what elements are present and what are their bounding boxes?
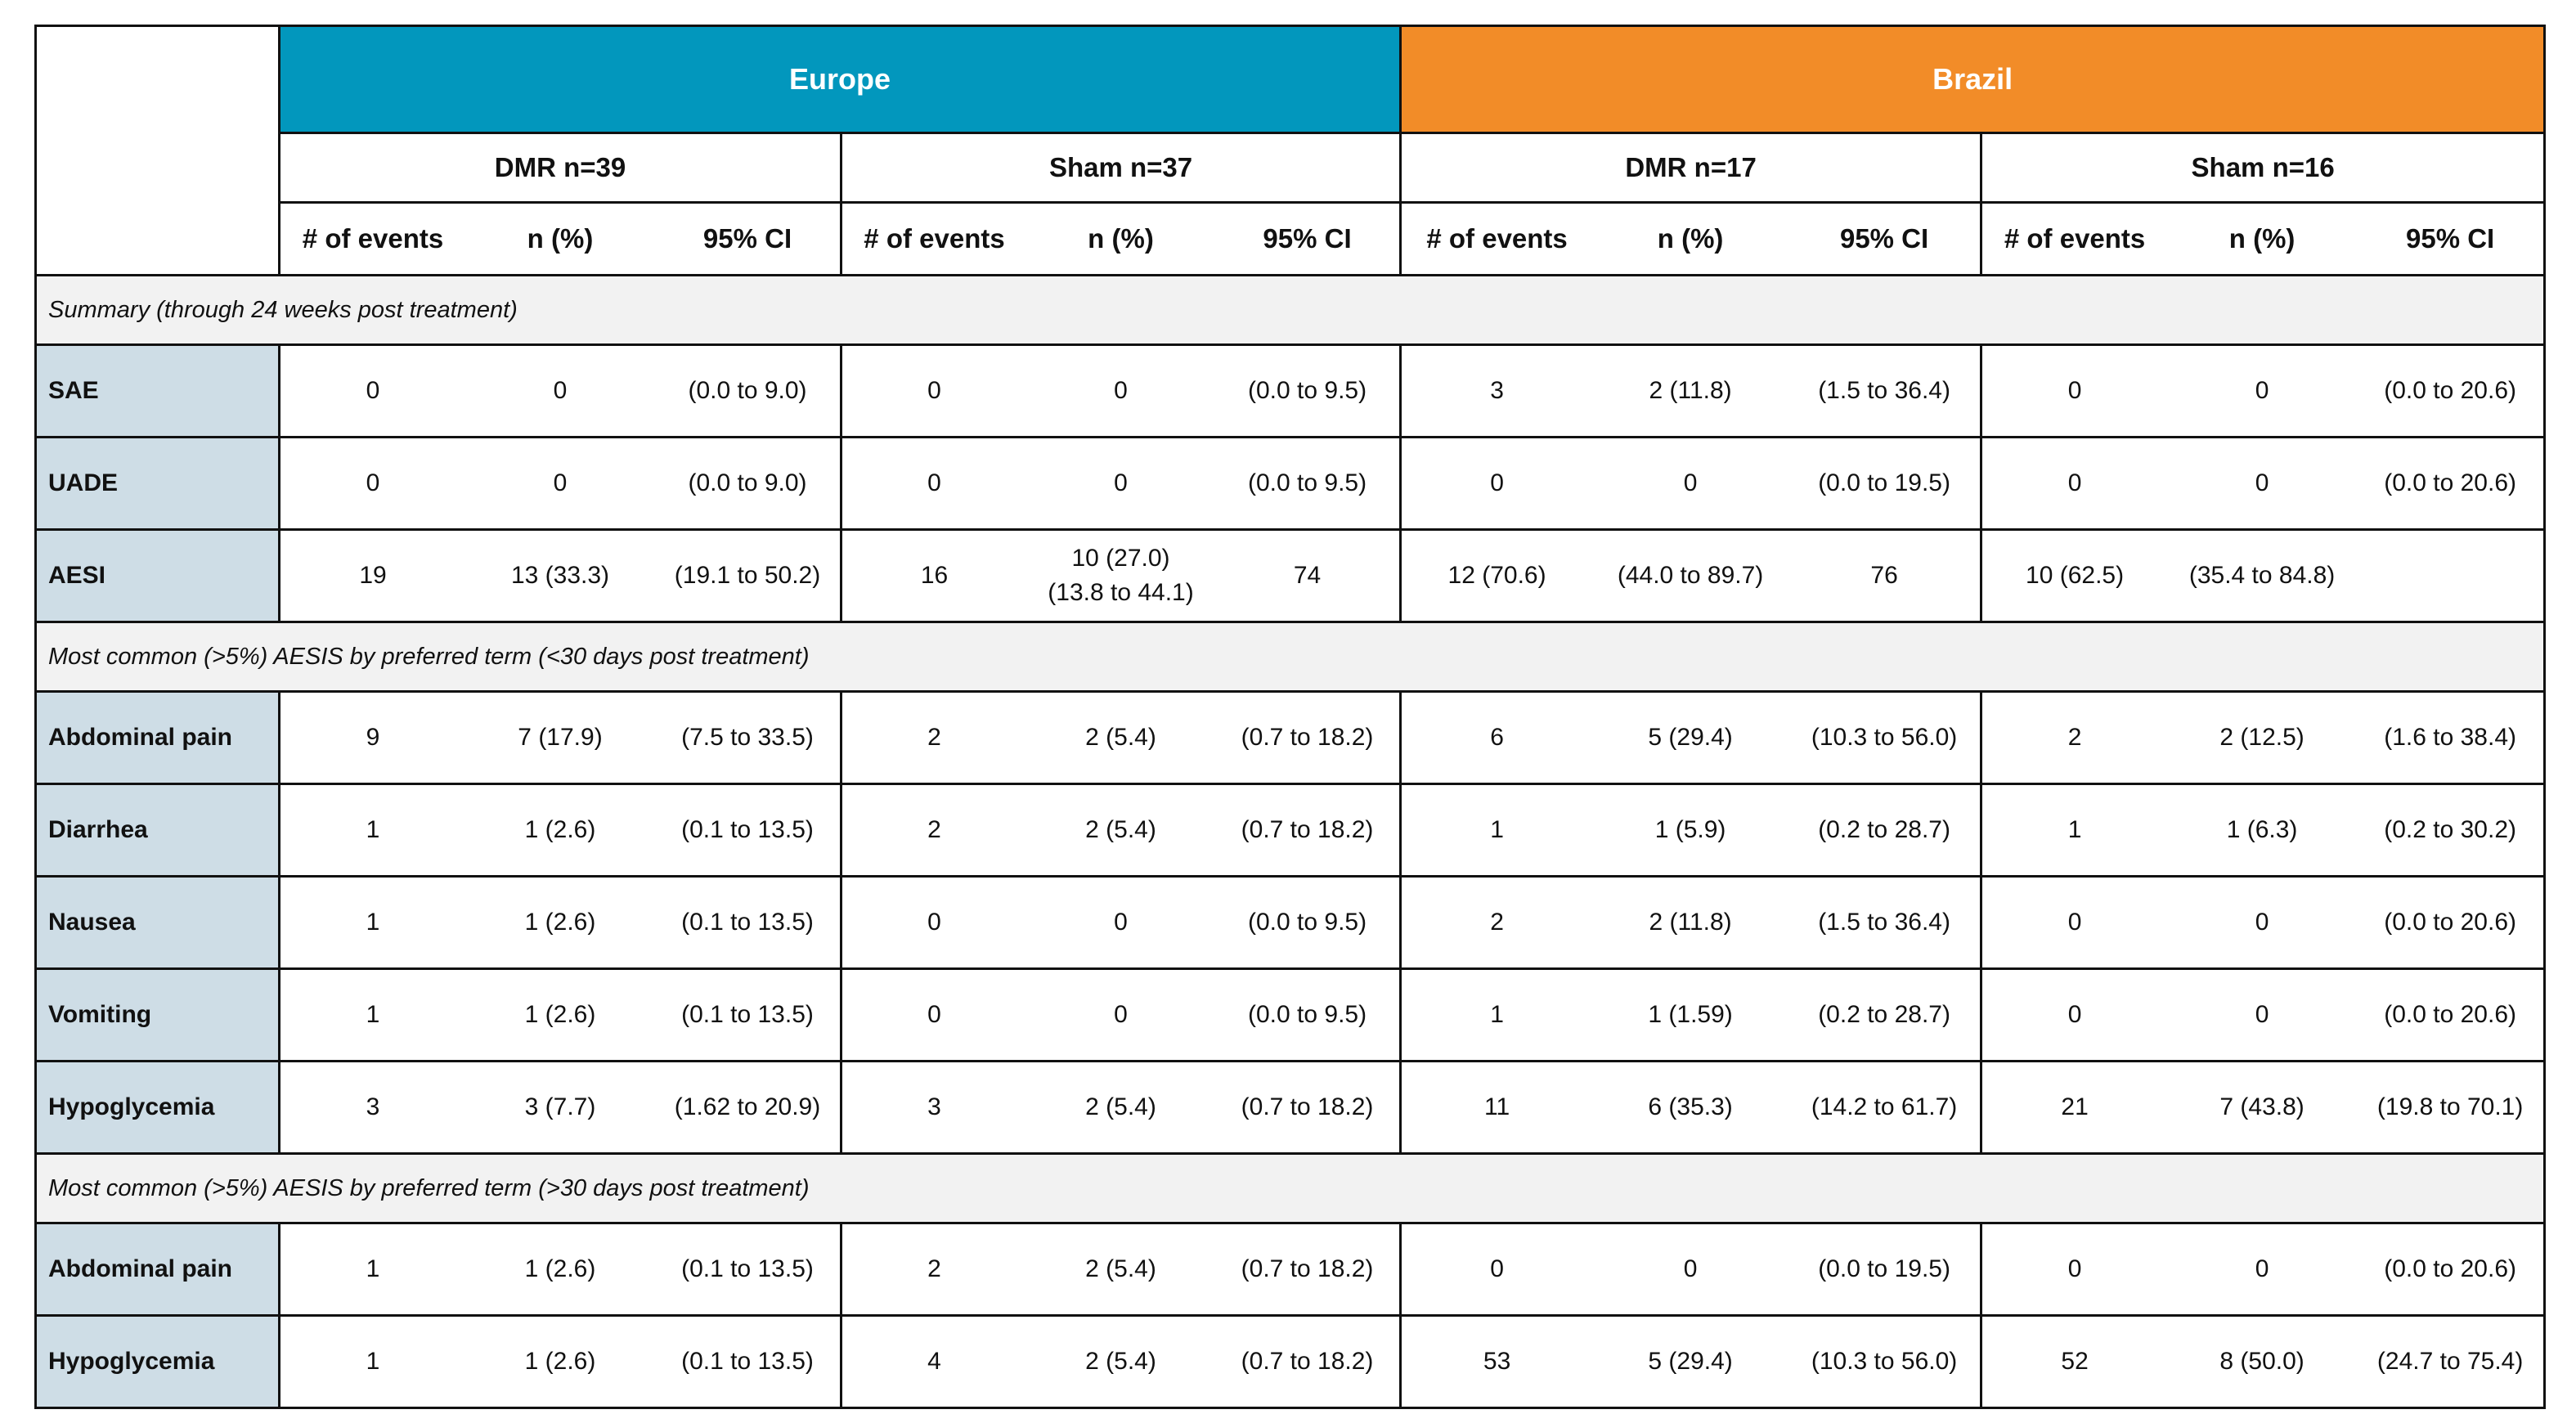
table-cell: (0.7 to 18.2) [1214, 1223, 1401, 1316]
table-row [36, 438, 2545, 530]
table-cell: 1 (6.3) [2169, 784, 2356, 877]
table-cell: (0.2 to 28.7) [1788, 784, 1981, 877]
table-cell: 2 (12.5) [2169, 692, 2356, 784]
table-cell: (0.0 to 20.6) [2356, 1223, 2545, 1316]
table-row [36, 969, 2545, 1062]
table-cell: 1 [280, 877, 467, 969]
section-row [36, 622, 2545, 692]
table-cell: (0.1 to 13.5) [654, 969, 841, 1062]
table-cell: 0 [2169, 345, 2356, 438]
table-cell: 5 (29.4) [1594, 1316, 1788, 1408]
section-title: Summary (through 24 weeks post treatment) [36, 276, 2545, 345]
table-cell: 1 [280, 1316, 467, 1408]
table-row [36, 1316, 2545, 1408]
table-cell: (14.2 to 61.7) [1788, 1062, 1981, 1154]
table-cell: 6 [1401, 692, 1594, 784]
table-cell: (0.0 to 9.5) [1214, 438, 1401, 530]
column-header: # of events [1401, 203, 1594, 276]
column-header: # of events [1981, 203, 2169, 276]
table-cell: 6 (35.3) [1594, 1062, 1788, 1154]
row-label: Vomiting [36, 969, 280, 1062]
column-header: 95% CI [1214, 203, 1401, 276]
table-cell: (0.0 to 9.5) [1214, 969, 1401, 1062]
section-row [36, 276, 2545, 345]
table-cell: 0 [2169, 969, 2356, 1062]
column-header: 95% CI [1788, 203, 1981, 276]
row-label: SAE [36, 345, 280, 438]
table-cell: 3 [280, 1062, 467, 1154]
column-header: n (%) [1594, 203, 1788, 276]
table-cell: 0 [841, 877, 1028, 969]
column-header: # of events [841, 203, 1028, 276]
table-cell: 0 [1981, 969, 2169, 1062]
table-cell: (1.6 to 38.4) [2356, 692, 2545, 784]
section-title: Most common (>5%) AESIS by preferred term (<30 days post treatment) [36, 622, 2545, 692]
table-cell: (0.0 to 20.6) [2356, 969, 2545, 1062]
table-cell: (0.1 to 13.5) [654, 877, 841, 969]
group-header: Sham n=16 [1981, 133, 2545, 203]
table-cell: (0.1 to 13.5) [654, 784, 841, 877]
table-cell: 12 (70.6) [1401, 530, 1594, 622]
table-cell: (0.2 to 28.7) [1788, 969, 1981, 1062]
table-cell: 2 (5.4) [1028, 784, 1214, 877]
table-cell: (0.1 to 13.5) [654, 1223, 841, 1316]
table-cell: 11 [1401, 1062, 1594, 1154]
region-header-europe: Europe [280, 26, 1401, 133]
adverse-events-table [34, 25, 2546, 1409]
table-cell: 13 (33.3) [467, 530, 654, 622]
table-cell: 1 (2.6) [467, 1316, 654, 1408]
table-cell: 1 [1401, 784, 1594, 877]
table-row [36, 1223, 2545, 1316]
table-cell: 0 [1028, 345, 1214, 438]
table-cell: (24.7 to 75.4) [2356, 1316, 2545, 1408]
table-cell: 0 [1028, 438, 1214, 530]
section-row [36, 1154, 2545, 1223]
table-cell: (7.5 to 33.5) [654, 692, 841, 784]
table-cell: 1 (2.6) [467, 877, 654, 969]
table-cell: 3 (7.7) [467, 1062, 654, 1154]
table-cell: (0.7 to 18.2) [1214, 784, 1401, 877]
table-cell: 3 [1401, 345, 1594, 438]
table-cell: 74 [1214, 530, 1401, 622]
table-cell: (0.1 to 13.5) [654, 1316, 841, 1408]
table-row [36, 1062, 2545, 1154]
table-cell: (0.0 to 9.5) [1214, 877, 1401, 969]
table-cell: 2 (5.4) [1028, 1316, 1214, 1408]
table-cell: (0.0 to 20.6) [2356, 345, 2545, 438]
table-cell: 10 (62.5) [1981, 530, 2169, 622]
table-cell: 0 [1028, 877, 1214, 969]
row-label: UADE [36, 438, 280, 530]
table-cell: 1 [280, 969, 467, 1062]
row-label: Abdominal pain [36, 692, 280, 784]
row-label: Hypoglycemia [36, 1316, 280, 1408]
table-cell: 1 [280, 1223, 467, 1316]
table-cell: (0.7 to 18.2) [1214, 1316, 1401, 1408]
table-cell: 76 [1788, 530, 1981, 622]
table-cell: 9 [280, 692, 467, 784]
table-cell: 16 [841, 530, 1028, 622]
table-cell: 2 (11.8) [1594, 345, 1788, 438]
table-cell: 0 [1981, 345, 2169, 438]
table-cell: (0.0 to 9.5) [1214, 345, 1401, 438]
table-cell: 0 [1594, 438, 1788, 530]
table-cell: 0 [1401, 1223, 1594, 1316]
group-header: DMR n=17 [1401, 133, 1981, 203]
table-cell: (0.0 to 19.5) [1788, 1223, 1981, 1316]
table-cell: 0 [1981, 877, 2169, 969]
table-cell: 0 [1594, 1223, 1788, 1316]
table-cell: 2 [841, 692, 1028, 784]
table-cell: 5 (29.4) [1594, 692, 1788, 784]
group-header: Sham n=37 [841, 133, 1401, 203]
table-cell: (10.3 to 56.0) [1788, 1316, 1981, 1408]
table-cell: (0.7 to 18.2) [1214, 692, 1401, 784]
table-cell: (1.5 to 36.4) [1788, 877, 1981, 969]
table-cell: 0 [1028, 969, 1214, 1062]
row-label: AESI [36, 530, 280, 622]
table-row [36, 877, 2545, 969]
table-cell: 2 [1981, 692, 2169, 784]
table-cell: (0.0 to 9.0) [654, 345, 841, 438]
table-cell: 0 [2169, 1223, 2356, 1316]
table-cell: 0 [2169, 877, 2356, 969]
table-cell: 2 (5.4) [1028, 1062, 1214, 1154]
column-header: n (%) [467, 203, 654, 276]
table-cell: 7 (17.9) [467, 692, 654, 784]
table-cell: 0 [280, 345, 467, 438]
table-cell [2356, 530, 2545, 622]
column-header: 95% CI [2356, 203, 2545, 276]
row-label: Nausea [36, 877, 280, 969]
table-cell: (1.62 to 20.9) [654, 1062, 841, 1154]
table-cell: 1 [1981, 784, 2169, 877]
table-cell: (0.0 to 19.5) [1788, 438, 1981, 530]
row-label: Diarrhea [36, 784, 280, 877]
column-header: 95% CI [654, 203, 841, 276]
table-cell: 2 [841, 1223, 1028, 1316]
table-cell: (1.5 to 36.4) [1788, 345, 1981, 438]
table-cell: 0 [2169, 438, 2356, 530]
table-cell: 1 (1.59) [1594, 969, 1788, 1062]
table-cell: 0 [841, 969, 1028, 1062]
table-cell: 0 [841, 345, 1028, 438]
table-cell: 1 (5.9) [1594, 784, 1788, 877]
table-cell: 8 (50.0) [2169, 1316, 2356, 1408]
table-cell: 0 [1981, 1223, 2169, 1316]
table-cell: (0.0 to 20.6) [2356, 438, 2545, 530]
table-cell: 10 (27.0) (13.8 to 44.1) [1028, 530, 1214, 622]
table-cell: 2 [841, 784, 1028, 877]
table-cell: 1 [280, 784, 467, 877]
table-cell: (0.0 to 20.6) [2356, 877, 2545, 969]
table-cell: 0 [1981, 438, 2169, 530]
table-cell: (0.7 to 18.2) [1214, 1062, 1401, 1154]
group-header: DMR n=39 [280, 133, 841, 203]
table-cell: 0 [841, 438, 1028, 530]
region-header-brazil: Brazil [1401, 26, 2545, 133]
table-cell: 4 [841, 1316, 1028, 1408]
table-cell: (44.0 to 89.7) [1594, 530, 1788, 622]
table-cell: (35.4 to 84.8) [2169, 530, 2356, 622]
table-cell: 2 (11.8) [1594, 877, 1788, 969]
table-row [36, 345, 2545, 438]
table-cell: 53 [1401, 1316, 1594, 1408]
table-cell: 0 [1401, 438, 1594, 530]
column-header: n (%) [1028, 203, 1214, 276]
table-cell: 1 (2.6) [467, 784, 654, 877]
column-header: # of events [280, 203, 467, 276]
table-cell: 19 [280, 530, 467, 622]
table-cell: 7 (43.8) [2169, 1062, 2356, 1154]
table-cell: 21 [1981, 1062, 2169, 1154]
table-cell: 1 [1401, 969, 1594, 1062]
table-cell: 0 [280, 438, 467, 530]
table-row [36, 530, 2545, 622]
table-cell: (19.8 to 70.1) [2356, 1062, 2545, 1154]
section-title: Most common (>5%) AESIS by preferred term (>30 days post treatment) [36, 1154, 2545, 1223]
table-cell: (10.3 to 56.0) [1788, 692, 1981, 784]
column-header: n (%) [2169, 203, 2356, 276]
table-cell: 52 [1981, 1316, 2169, 1408]
table-cell: 1 (2.6) [467, 969, 654, 1062]
row-label: Hypoglycemia [36, 1062, 280, 1154]
table-cell: 2 [1401, 877, 1594, 969]
table-cell: 0 [467, 438, 654, 530]
table-row [36, 784, 2545, 877]
table-cell: 0 [467, 345, 654, 438]
table-cell: (0.2 to 30.2) [2356, 784, 2545, 877]
table-cell: 3 [841, 1062, 1028, 1154]
table-cell: 2 (5.4) [1028, 692, 1214, 784]
corner-cell [36, 26, 280, 276]
table-cell: (0.0 to 9.0) [654, 438, 841, 530]
table-cell: 1 (2.6) [467, 1223, 654, 1316]
row-label: Abdominal pain [36, 1223, 280, 1316]
table-cell: (19.1 to 50.2) [654, 530, 841, 622]
table-cell: 2 (5.4) [1028, 1223, 1214, 1316]
table-row [36, 692, 2545, 784]
